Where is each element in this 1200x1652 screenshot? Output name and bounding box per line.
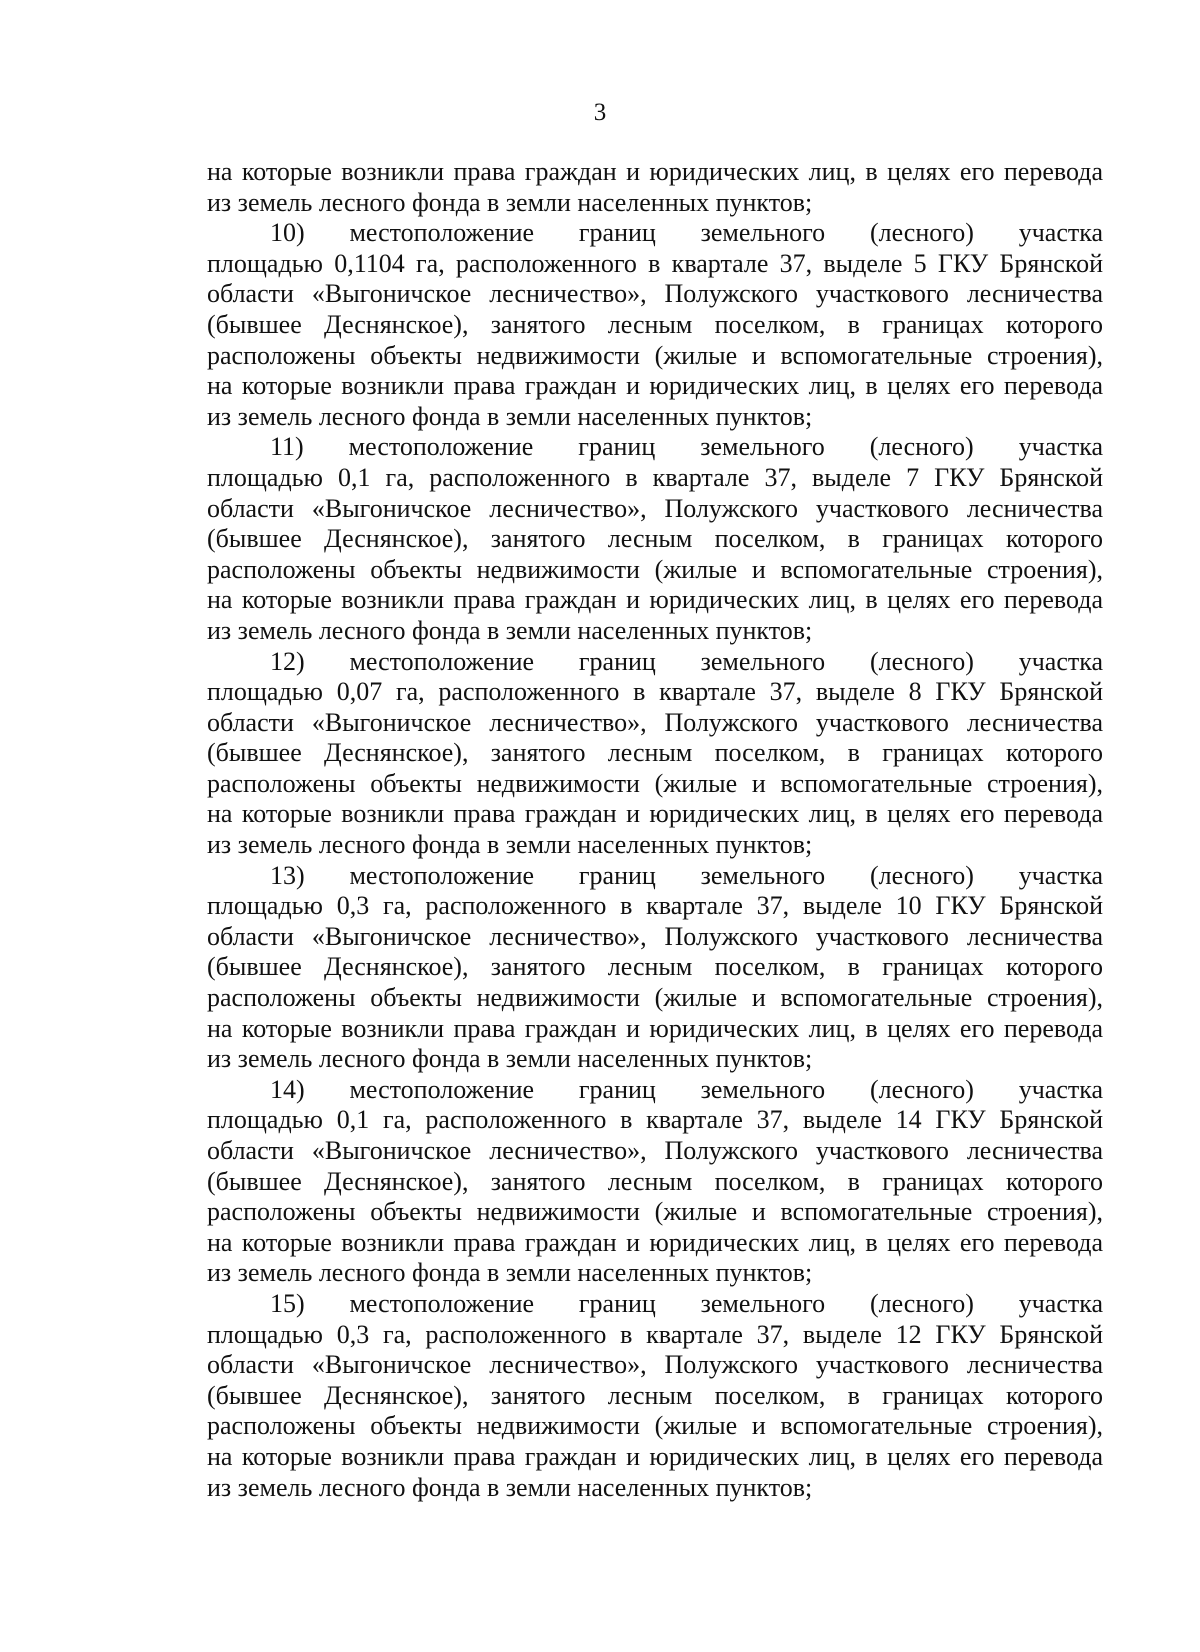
text-line: (бывшее Деснянское), занятого лесным поселком, в границах которого (207, 738, 1103, 768)
text-line: области «Выгоничское лесничество», Полужского участкового лесничества (207, 921, 1103, 951)
text-line: 10) местоположение границ земельного (лесного) участка (270, 218, 1103, 248)
text-line: из земель лесного фонда в земли населенных пунктов; (207, 1472, 813, 1502)
text-line: из земель лесного фонда в земли населенных пунктов; (207, 830, 813, 860)
page-number: 3 (593, 99, 607, 126)
text-line: (бывшее Деснянское), занятого лесным поселком, в границах которого (207, 1380, 1103, 1410)
text-line: области «Выгоничское лесничество», Полужского участкового лесничества (207, 493, 1103, 523)
text-line: площадью 0,3 га, расположенного в квартале 37, выделе 12 ГКУ Брянской (207, 1319, 1103, 1349)
text-line: 15) местоположение границ земельного (лесного) участка (270, 1288, 1103, 1318)
text-line: 11) местоположение границ земельного (лесного) участка (270, 432, 1103, 462)
text-line: из земель лесного фонда в земли населенных пунктов; (207, 1044, 813, 1074)
text-line: площадью 0,1 га, расположенного в квартале 37, выделе 14 ГКУ Брянской (207, 1105, 1103, 1135)
text-line: (бывшее Деснянское), занятого лесным поселком, в границах которого (207, 309, 1103, 339)
text-line: площадью 0,3 га, расположенного в квартале 37, выделе 10 ГКУ Брянской (207, 891, 1103, 921)
text-line: (бывшее Деснянское), занятого лесным поселком, в границах которого (207, 524, 1103, 554)
document-body (207, 157, 1103, 1503)
text-line: из земель лесного фонда в земли населенных пунктов; (207, 401, 813, 431)
text-line: 14) местоположение границ земельного (лесного) участка (270, 1074, 1103, 1104)
text-line: области «Выгоничское лесничество», Полужского участкового лесничества (207, 707, 1103, 737)
text-line: расположены объекты недвижимости (жилые и вспомогательные строения), (207, 340, 1103, 370)
text-line: области «Выгоничское лесничество», Полужского участкового лесничества (207, 1350, 1103, 1380)
text-line: на которые возникли права граждан и юридических лиц, в целях его перевода (207, 1013, 1103, 1043)
text-line: расположены объекты недвижимости (жилые и вспомогательные строения), (207, 768, 1103, 798)
text-line: 13) местоположение границ земельного (лесного) участка (270, 860, 1103, 890)
text-line: 12) местоположение границ земельного (лесного) участка (270, 646, 1103, 676)
text-line: из земель лесного фонда в земли населенных пунктов; (207, 615, 813, 645)
text-line: на которые возникли права граждан и юридических лиц, в целях его перевода (207, 799, 1103, 829)
text-line: области «Выгоничское лесничество», Полужского участкового лесничества (207, 1136, 1103, 1165)
text-line: расположены объекты недвижимости (жилые и вспомогательные строения), (207, 554, 1103, 584)
text-line: площадью 0,1 га, расположенного в квартале 37, выделе 7 ГКУ Брянской (207, 462, 1103, 492)
text-line: из земель лесного фонда в земли населенных пунктов; (207, 187, 813, 217)
text-line: из земель лесного фонда в земли населенных пунктов; (207, 1258, 813, 1288)
text-line: расположены объекты недвижимости (жилые и вспомогательные строения), (207, 1197, 1103, 1227)
text-line: (бывшее Деснянское), занятого лесным поселком, в границах которого (207, 952, 1103, 982)
text-line: на которые возникли права граждан и юридических лиц, в целях его перевода (207, 1441, 1103, 1471)
text-line: области «Выгоничское лесничество», Полужского участкового лесничества (207, 279, 1103, 309)
text-line: на которые возникли права граждан и юридических лиц, в целях его перевода (207, 157, 1103, 186)
text-line: площадью 0,07 га, расположенного в квартале 37, выделе 8 ГКУ Брянской (207, 677, 1103, 707)
text-line: на которые возникли права граждан и юридических лиц, в целях его перевода (207, 1227, 1103, 1257)
text-line: расположены объекты недвижимости (жилые и вспомогательные строения), (207, 1411, 1103, 1441)
text-line: на которые возникли права граждан и юридических лиц, в целях его перевода (207, 371, 1103, 401)
text-line: площадью 0,1104 га, расположенного в квартале 37, выделе 5 ГКУ Брянской (207, 248, 1103, 278)
text-line: (бывшее Деснянское), занятого лесным поселком, в границах которого (207, 1166, 1103, 1196)
text-line: на которые возникли права граждан и юридических лиц, в целях его перевода (207, 585, 1103, 615)
text-line: расположены объекты недвижимости (жилые и вспомогательные строения), (207, 983, 1103, 1013)
